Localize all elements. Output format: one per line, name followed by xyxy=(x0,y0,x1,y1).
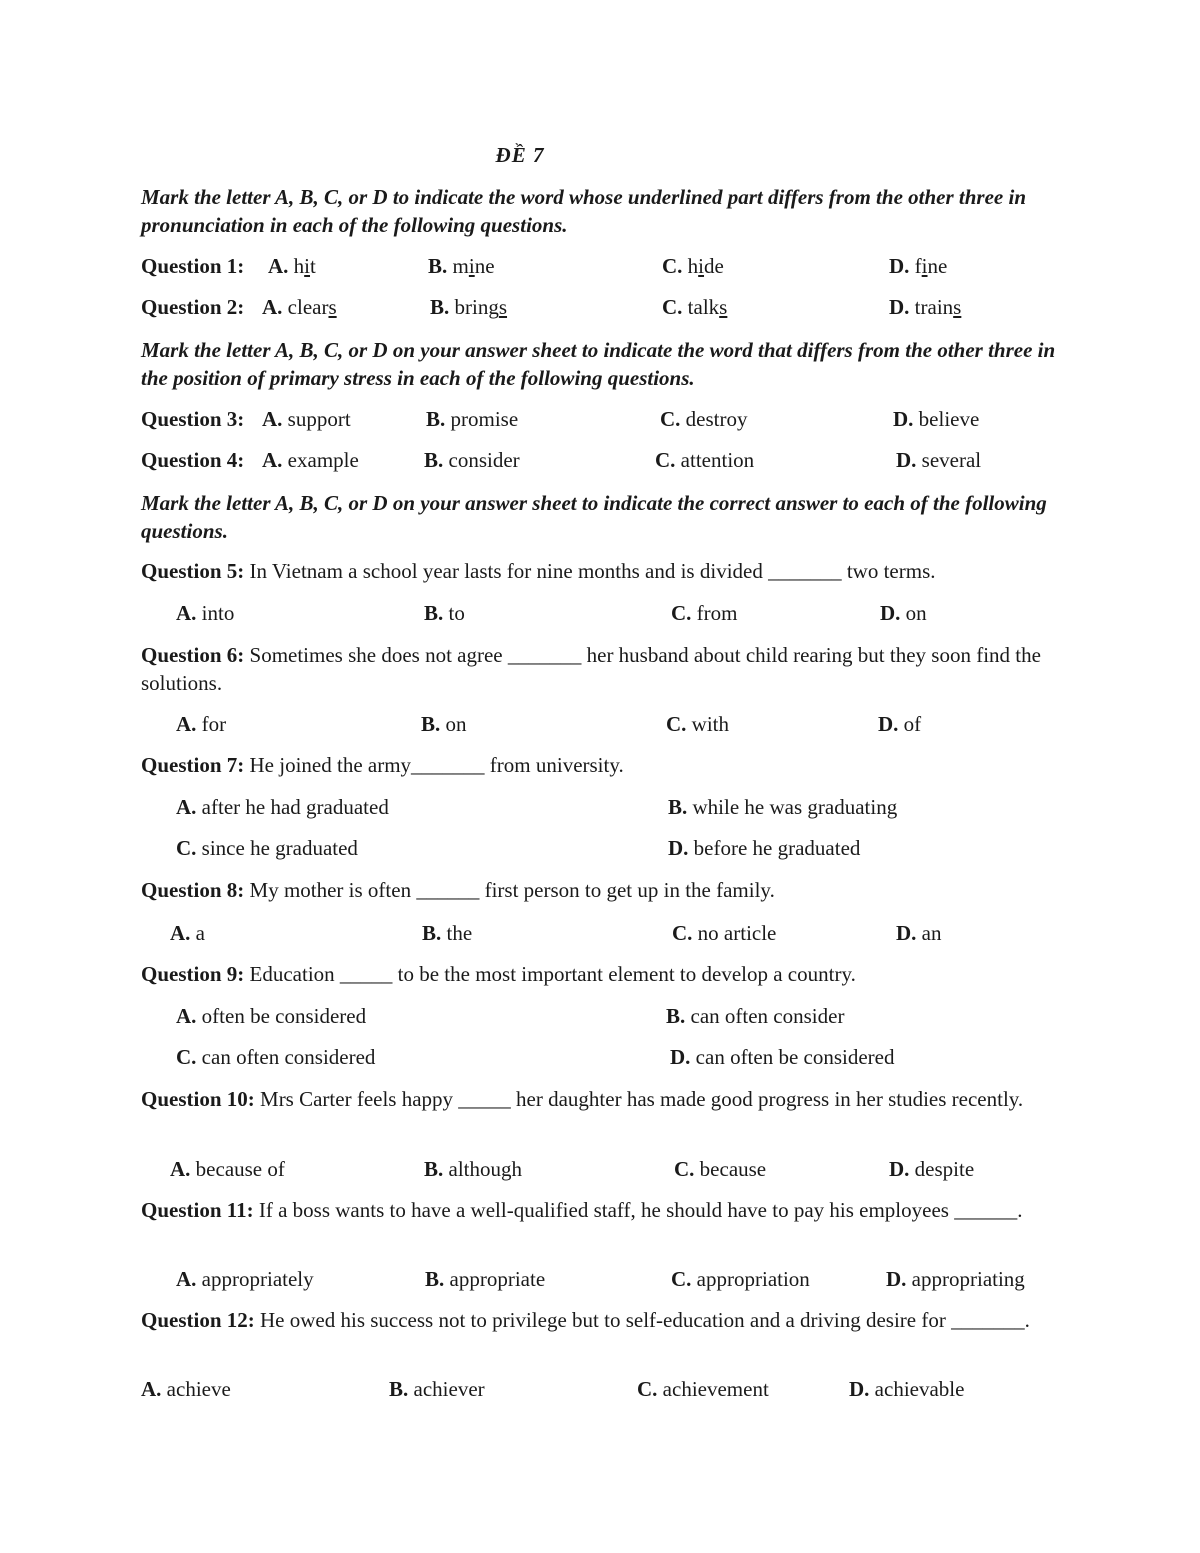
option-a: A. hit xyxy=(268,254,316,278)
page-title: ĐỀ 7 xyxy=(495,143,545,167)
question-5-stem: Question 5: In Vietnam a school year lasts for nine months and is divided _______ two terms. xyxy=(141,559,936,583)
option-c: C. since he graduated xyxy=(176,836,358,860)
instruction-correct-answer: Mark the letter A, B, C, or D on your answer sheet to indicate the correct answer to each of the following questions. xyxy=(141,491,1047,543)
question-7-options-row1 xyxy=(0,792,1200,822)
option-b: B. mine xyxy=(428,254,495,278)
question-12-stem: Question 12: He owed his success not to privilege but to self-education and a driving desire for _______. xyxy=(141,1308,1030,1332)
option-c: C. no article xyxy=(672,921,777,945)
question-2 xyxy=(0,292,1200,322)
question-6-stem: Question 6: Sometimes she does not agree _______ her husband about child rearing but they soon find the solutions. xyxy=(141,643,1041,695)
option-a: A. appropriately xyxy=(176,1267,314,1291)
option-a: A. often be considered xyxy=(176,1004,367,1028)
question-7-stem: Question 7: He joined the army_______ from university. xyxy=(141,753,624,777)
option-a: A. support xyxy=(262,407,351,431)
question-1 xyxy=(0,251,1200,281)
question-10-stem: Question 10: Mrs Carter feels happy _____ her daughter has made good progress in her studies recently. xyxy=(141,1087,1024,1111)
question-6-options xyxy=(0,709,1200,739)
question-11-options xyxy=(0,1264,1200,1294)
option-a: A. because of xyxy=(170,1157,285,1181)
option-c: C. attention xyxy=(655,448,755,472)
option-a: A. after he had graduated xyxy=(176,795,389,819)
option-c: C. achievement xyxy=(637,1377,769,1401)
instruction-stress: Mark the letter A, B, C, or D on your answer sheet to indicate the word that differs from the other three in the position of primary stress in each of the following questions. xyxy=(141,338,1056,390)
option-a: A. achieve xyxy=(141,1377,231,1401)
question-9-options-row1 xyxy=(0,1001,1200,1031)
option-d: D. several xyxy=(896,448,982,472)
option-c: C. because xyxy=(674,1157,767,1181)
option-a: A. for xyxy=(176,712,227,736)
option-d: D. of xyxy=(878,712,922,736)
option-c: C. from xyxy=(671,601,738,625)
question-9-options-row2 xyxy=(0,1042,1200,1072)
option-b: B. consider xyxy=(424,448,520,472)
option-d: D. can often be considered xyxy=(670,1045,895,1069)
option-a: A. clears xyxy=(262,295,337,319)
question-7-options-row2 xyxy=(0,833,1200,863)
option-d: D. before he graduated xyxy=(668,836,861,860)
question-label: Question 3: xyxy=(141,407,245,431)
option-b: B. while he was graduating xyxy=(668,795,898,819)
option-c: C. with xyxy=(666,712,730,736)
option-c: C. appropriation xyxy=(671,1267,810,1291)
question-label: Question 1: xyxy=(141,254,245,278)
option-b: B. can often consider xyxy=(666,1004,845,1028)
question-9-stem: Question 9: Education _____ to be the most important element to develop a country. xyxy=(141,962,856,986)
question-8-options xyxy=(0,918,1200,948)
question-10-options xyxy=(0,1154,1200,1184)
option-c: C. talks xyxy=(662,295,728,319)
option-d: D. fine xyxy=(889,254,948,278)
option-c: C. destroy xyxy=(660,407,748,431)
option-d: D. on xyxy=(880,601,927,625)
question-3 xyxy=(0,404,1200,434)
question-8-stem: Question 8: My mother is often ______ first person to get up in the family. xyxy=(141,878,775,902)
option-a: A. example xyxy=(262,448,359,472)
option-b: B. on xyxy=(421,712,467,736)
option-d: D. an xyxy=(896,921,942,945)
option-d: D. appropriating xyxy=(886,1267,1025,1291)
option-b: B. promise xyxy=(426,407,519,431)
option-d: D. despite xyxy=(889,1157,975,1181)
instruction-pronunciation: Mark the letter A, B, C, or D to indicate the word whose underlined part differs from the other three in pronunciation in each of the following questions. xyxy=(141,185,1026,237)
option-a: A. a xyxy=(170,921,205,945)
option-b: B. to xyxy=(424,601,465,625)
option-d: D. trains xyxy=(889,295,962,319)
option-b: B. although xyxy=(424,1157,523,1181)
question-11-stem: Question 11: If a boss wants to have a well-qualified staff, he should have to pay his employees ______. xyxy=(141,1198,1023,1222)
question-4 xyxy=(0,445,1200,475)
question-label: Question 2: xyxy=(141,295,245,319)
option-b: B. achiever xyxy=(389,1377,485,1401)
question-5-options xyxy=(0,598,1200,628)
option-b: B. brings xyxy=(430,295,508,319)
question-12-options xyxy=(0,1374,1200,1404)
option-d: D. believe xyxy=(893,407,980,431)
option-c: C. hide xyxy=(662,254,724,278)
option-b: B. the xyxy=(422,921,473,945)
option-d: D. achievable xyxy=(849,1377,965,1401)
option-b: B. appropriate xyxy=(425,1267,546,1291)
option-a: A. into xyxy=(176,601,235,625)
option-c: C. can often considered xyxy=(176,1045,376,1069)
question-label: Question 4: xyxy=(141,448,245,472)
